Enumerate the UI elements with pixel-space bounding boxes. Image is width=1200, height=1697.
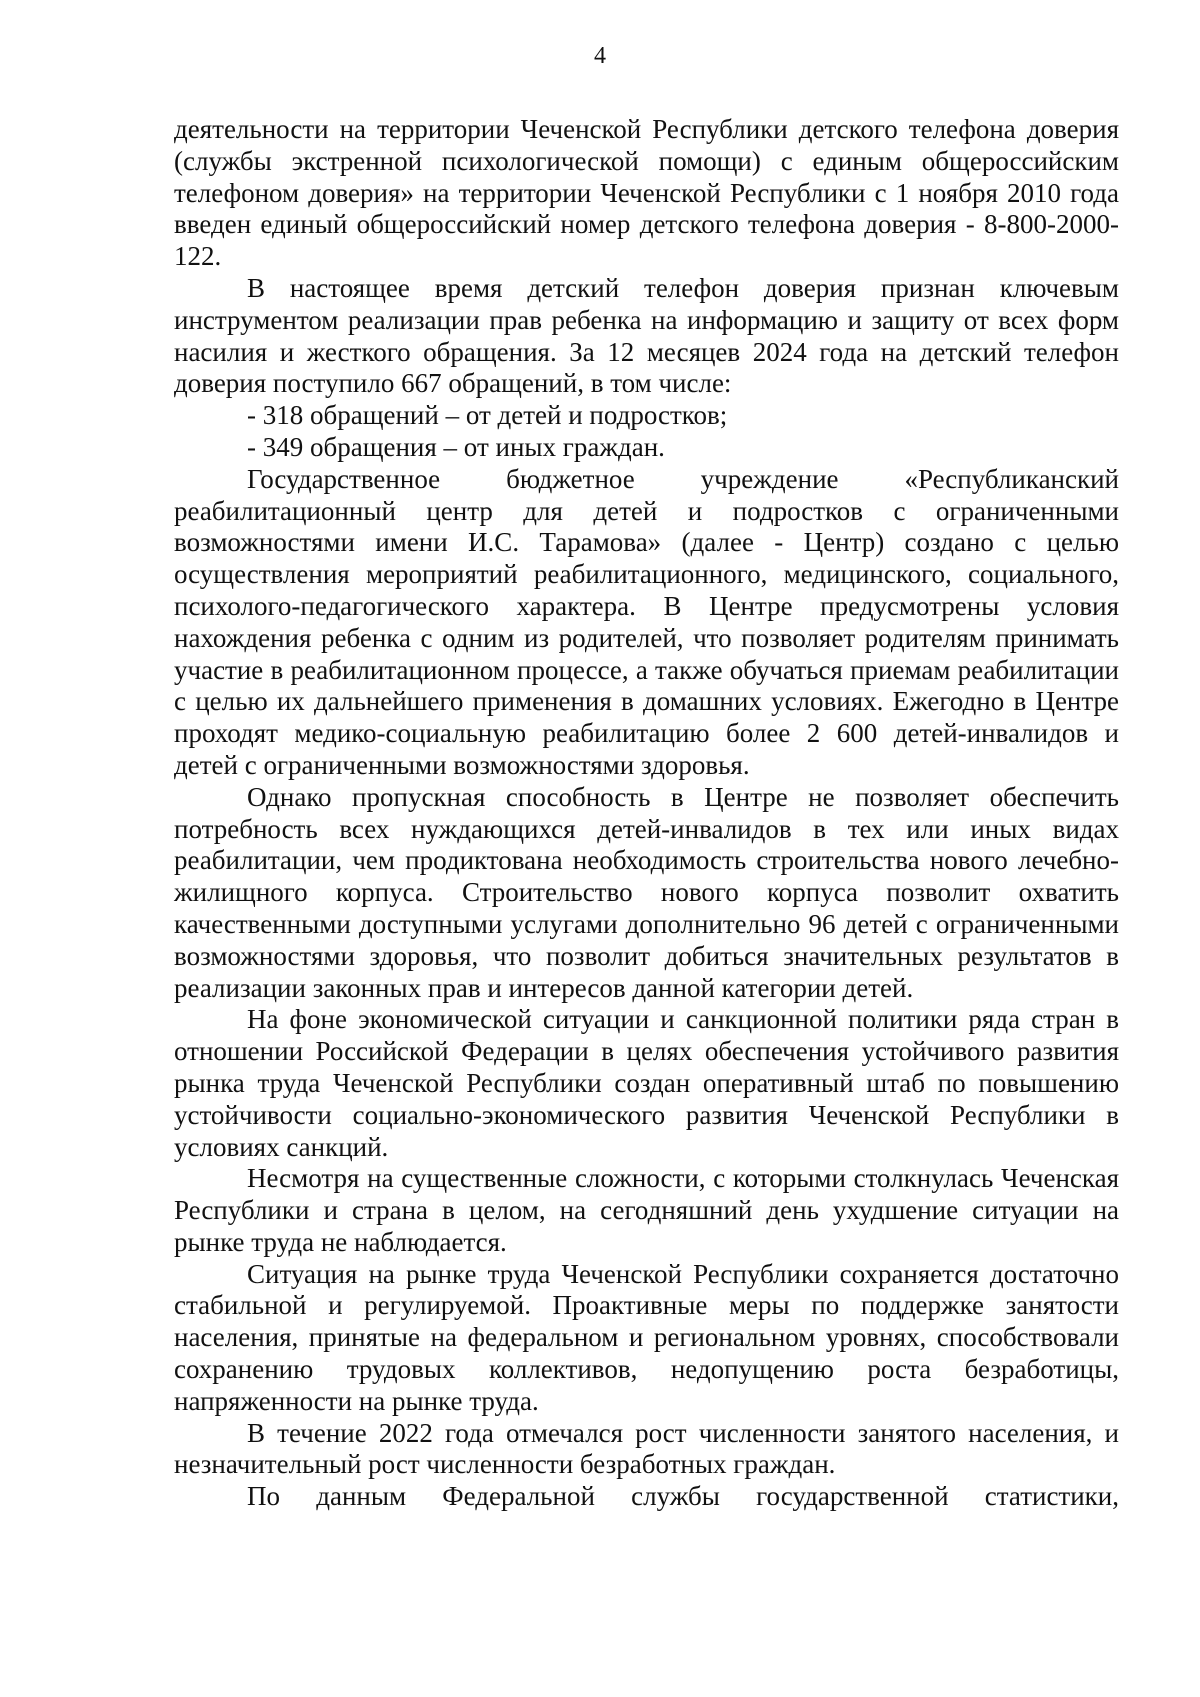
paragraph-continued: По данным Федеральной службы государственной статистики, <box>247 1481 1119 1512</box>
paragraph: Однако пропускная способность в Центре не позволяет обеспечить потребность всех нуждающихся детей-инвалидов в тех или иных видах реабилитации, чем продиктована необходимость строительства нового лечебно-жилищного корпуса. Строительство нового корпуса позволит охватить качественными доступными услугами дополнительно 96 детей с ограниченными возможностями здоровья, что позволит добиться значительных результатов в реализации законных прав и интересов данной категории детей. <box>174 781 1119 1003</box>
paragraph: Ситуация на рынке труда Чеченской Республики сохраняется достаточно стабильной и регулируемой. Проактивные меры по поддержке занятости населения, принятые на федеральном и региональном уровнях, способствовали сохранению трудовых коллективов, недопущению роста безработицы, напряженности на рынке труда. <box>174 1258 1119 1416</box>
paragraph: Несмотря на существенные сложности, с которыми столкнулась Чеченская Республики и страна в целом, на сегодняшний день ухудшение ситуации на рынке труда не наблюдается. <box>174 1163 1119 1257</box>
list-item: - 318 обращений – от детей и подростков; <box>247 400 728 431</box>
paragraph: На фоне экономической ситуации и санкционной политики ряда стран в отношении Российской Федерации в целях обеспечения устойчивого развития рынка труда Чеченской Республики создан оперативный штаб по повышению устойчивости социально-экономического развития Чеченской Республики в условиях санкций. <box>174 1004 1119 1162</box>
paragraph: Государственное бюджетное учреждение «Республиканский реабилитационный центр для детей и подростков с ограниченными возможностями имени И.С. Тарамова» (далее - Центр) создано с целью осуществления мероприятий реабилитационного, медицинского, социального, психолого-педагогического характера. В Центре предусмотрены условия нахождения ребенка с одним из родителей, что позволяет родителям принимать участие в реабилитационном процессе, а также обучаться приемам реабилитации с целью их дальнейшего применения в домашних условиях. Ежегодно в Центре проходят медико-социальную реабилитацию более 2 600 детей-инвалидов и детей с ограниченными возможностями здоровья. <box>174 463 1119 780</box>
paragraph: деятельности на территории Чеченской Республики детского телефона доверия (службы экстренной психологической помощи) с единым общероссийским телефоном доверия» на территории Чеченской Республики с 1 ноября 2010 года введен единый общероссийский номер детского телефона доверия - 8-800-2000-122. <box>174 114 1119 272</box>
document-body <box>174 114 1119 1513</box>
page-number: 4 <box>594 43 606 69</box>
paragraph: В течение 2022 года отмечался рост численности занятого населения, и незначительный рост численности безработных граждан. <box>174 1417 1119 1480</box>
list-item: - 349 обращения – от иных граждан. <box>247 431 665 462</box>
paragraph: В настоящее время детский телефон доверия признан ключевым инструментом реализации прав ребенка на информацию и защиту от всех форм насилия и жесткого обращения. За 12 месяцев 2024 года на детский телефон доверия поступило 667 обращений, в том числе: <box>174 272 1119 399</box>
